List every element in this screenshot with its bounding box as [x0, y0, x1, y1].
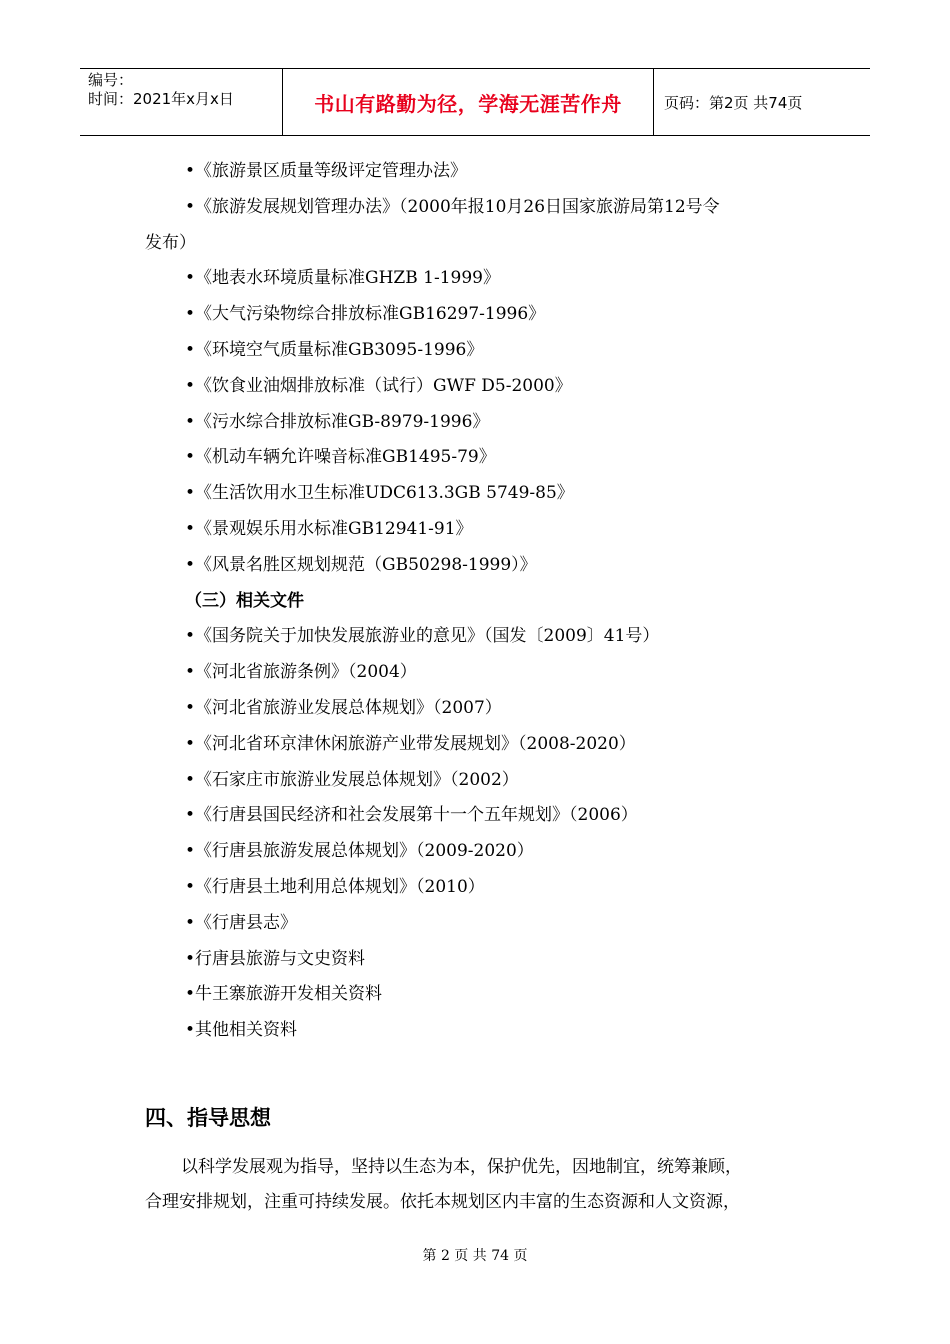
header-motto-cell: [283, 69, 654, 135]
list-item: •牛王寨旅游开发相关资料: [185, 984, 383, 1005]
list-item: •《行唐县国民经济和社会发展第十一个五年规划》（2006）: [185, 805, 638, 826]
header-time-label: 时间：2021年x月x日: [88, 90, 234, 108]
list-item: •《河北省环京津休闲旅游产业带发展规划》（2008-2020）: [185, 733, 636, 754]
list-item: •《河北省旅游业发展总体规划》（2007）: [185, 697, 502, 718]
section-paragraph: [145, 1150, 827, 1220]
list-item: •《河北省旅游条例》（2004）: [185, 662, 417, 683]
list-item: •《机动车辆允许噪音标准GB1495-79》: [185, 447, 496, 468]
header-page-cell: [654, 69, 870, 135]
subsection-heading: （三）相关文件: [185, 590, 304, 611]
list-item-continuation: 发布）: [145, 232, 196, 253]
list-item: •《生活饮用水卫生标准UDC613.3GB 5749-85》: [185, 483, 574, 504]
list-item: •《大气污染物综合排放标准GB16297-1996》: [185, 304, 546, 325]
header-page-info: 页码：第2页 共74页: [664, 93, 803, 112]
header-meta-cell: [80, 69, 283, 135]
page-footer: 第 2 页 共 74 页: [422, 1248, 528, 1264]
list-item: •《地表水环境质量标准GHZB 1-1999》: [185, 268, 500, 289]
header-number-label: 编号：: [88, 71, 134, 89]
list-item: •《旅游发展规划管理办法》（2000年报10月26日国家旅游局第12号令: [185, 196, 720, 217]
list-item: •《旅游景区质量等级评定管理办法》: [185, 161, 468, 181]
list-item: •《景观娱乐用水标准GB12941-91》: [185, 518, 473, 539]
list-item: •《行唐县土地利用总体规划》（2010）: [185, 876, 485, 897]
page-header: [80, 68, 870, 136]
list-item: •《国务院关于加快发展旅游业的意见》（国发〔2009〕41号）: [185, 626, 660, 647]
list-item: •《行唐县旅游发展总体规划》（2009-2020）: [185, 841, 534, 862]
header-motto: 书山有路勤为径，学海无涯苦作舟: [314, 91, 622, 116]
list-item: •《污水综合排放标准GB-8979-1996》: [185, 411, 490, 432]
list-item: •行唐县旅游与文史资料: [185, 948, 366, 969]
list-item: •《行唐县志》: [185, 912, 298, 933]
list-item: •其他相关资料: [185, 1020, 298, 1041]
document-body: [145, 154, 825, 1049]
list-item: •《环境空气质量标准GB3095-1996》: [185, 339, 484, 360]
list-item: •《风景名胜区规划规范（GB50298-1999）》: [185, 554, 537, 575]
paragraph-line: 以科学发展观为指导，坚持以生态为本，保护优先，因地制宜，统筹兼顾，: [181, 1157, 742, 1177]
paragraph-line: 合理安排规划，注重可持续发展。依托本规划区内丰富的生态资源和人文资源，: [145, 1192, 740, 1212]
list-item: •《饮食业油烟排放标准（试行）GWF D5-2000》: [185, 375, 572, 396]
list-item: •《石家庄市旅游业发展总体规划》（2002）: [185, 769, 519, 790]
section-heading: 四、指导思想: [145, 1106, 271, 1130]
